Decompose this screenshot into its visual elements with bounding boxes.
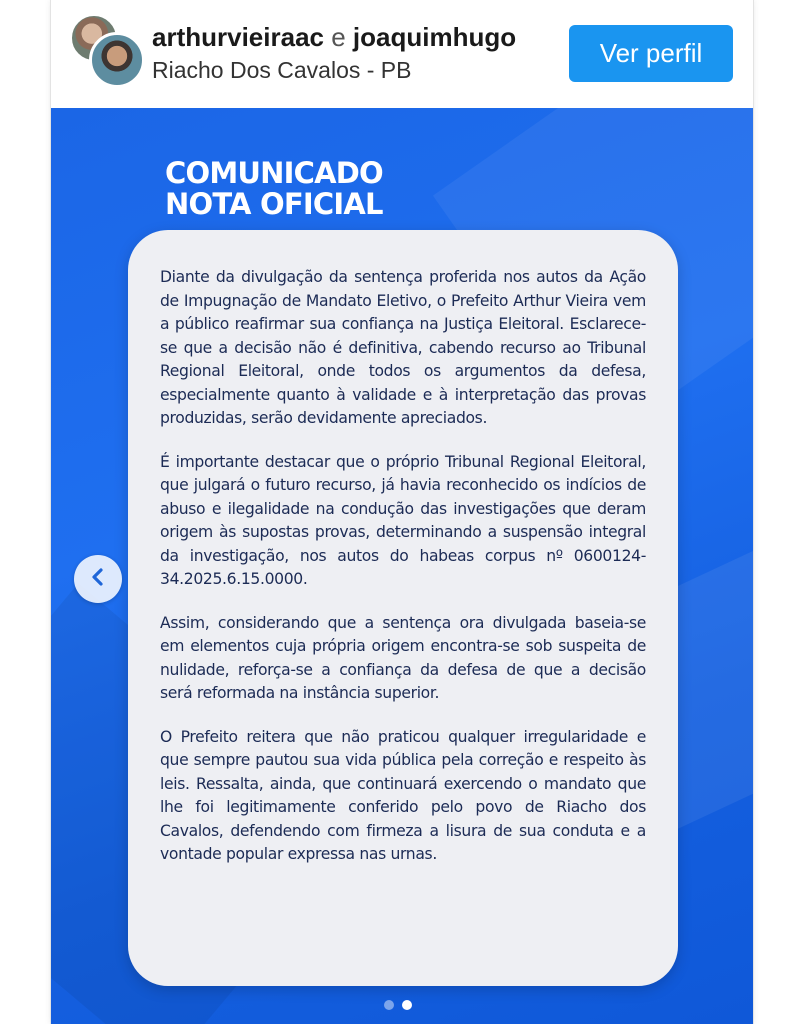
post-title-line2: NOTA OFICIAL [165,187,383,221]
statement-paragraph: Assim, considerando que a sentença ora divulgada baseia-se em elementos cuja própria origem encontra-se sob suspeita de nulidade, reforça-se a confiança da defesa de que a decisão será reformada na instância superior. [160,613,646,702]
author-conjunction: e [331,22,346,52]
view-profile-button[interactable]: Ver perfil [569,25,733,82]
post-image [51,108,753,1024]
carousel-prev-button[interactable] [74,555,122,603]
page-margin-right [751,0,803,1024]
author-names [152,22,516,53]
carousel-dot-2[interactable] [402,1000,412,1010]
statement-paragraph: É importante destacar que o próprio Tribunal Regional Eleitoral, que julgará o futuro recurso, já havia reconhecido os indícios de abuso e ilegalidade na condução das investigações que deram origem às supostas provas, determinando a suspensão integral da investigação, nos autos do habeas corpus nº 0600124-34.2025.6.15.0000. [160,452,646,588]
post-card [50,0,754,1024]
post-header [51,0,753,108]
post-title [165,158,383,220]
post-location[interactable]: Riacho Dos Cavalos - PB [152,57,412,83]
statement-paragraph: Diante da divulgação da sentença proferida nos autos da Ação de Impugnação de Mandato Eletivo, o Prefeito Arthur Vieira vem a público reafirmar sua confiança na Justiça Eleitoral. Esclarece-se que a decisão não é definitiva, cabendo recurso ao Tribunal Regional Eleitoral, onde todos os argumentos da defesa, especialmente quanto à validade e à interpretação das provas produzidas, serão devidamente apreciados. [160,268,646,427]
author-user1-link[interactable]: arthurvieiraac [152,22,324,52]
statement-paragraph: O Prefeito reitera que não praticou qualquer irregularidade e que sempre pautou sua vida pública pela correção e respeito às leis. Ressalta, ainda, que continuará exercendo o mandato que lhe foi legitimamente conferido pelo povo de Riacho dos Cavalos, defendendo com firmeza a lisura de sua conduta e a vontade popular expressa nas urnas. [160,727,646,863]
author-user2-link[interactable]: joaquimhugo [352,22,517,52]
post-title-line1: COMUNICADO [165,156,383,190]
avatar-user2[interactable] [89,32,145,88]
statement-box [128,230,678,986]
carousel-dot-1[interactable] [384,1000,394,1010]
chevron-left-icon [87,566,109,593]
carousel-indicator [384,1000,412,1010]
page-margin-left [0,0,52,1024]
statement-text [160,266,646,887]
